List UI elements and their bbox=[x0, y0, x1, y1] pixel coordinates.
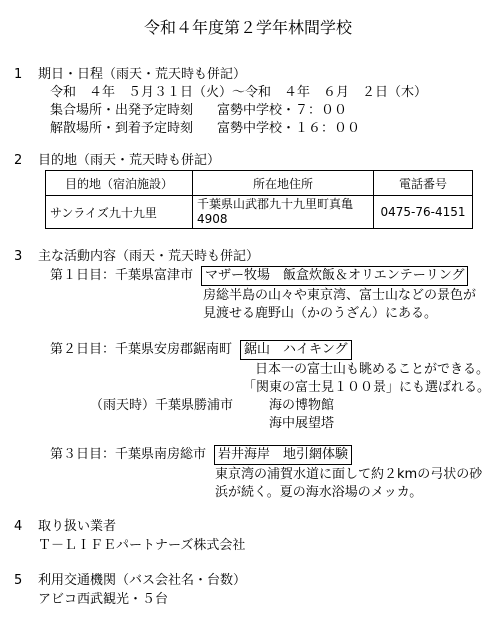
table-header: 目的地（宿泊施設） bbox=[46, 171, 193, 196]
address-line-1: 千葉県山武郡九十九里町真亀 bbox=[197, 197, 354, 211]
rain-item-2: 海中展望塔 bbox=[269, 416, 335, 431]
section-1-heading: 期日・日程（雨天・荒天時も併記） bbox=[38, 67, 247, 82]
table-row bbox=[46, 196, 473, 229]
schedule-dates: 令和 ４年 ５月３１日（火）～令和 ４年 ６月 ２日（木） bbox=[50, 85, 428, 100]
day1-description-2: 見渡せる鹿野山（かのうざん）にある。 bbox=[203, 306, 438, 321]
day1-label: 第１日目：千葉県富津市 bbox=[50, 268, 194, 283]
table-header: 電話番号 bbox=[374, 171, 473, 196]
section-3-heading: 主な活動内容（雨天・荒天時も併記） bbox=[38, 249, 260, 264]
section-4-heading: 取り扱い業者 bbox=[38, 519, 117, 534]
dismissal-value: 富勢中学校・１６：００ bbox=[217, 121, 361, 136]
section-2-heading: 目的地（雨天・荒天時も併記） bbox=[38, 153, 221, 168]
rain-label: （雨天時）千葉県勝浦市 bbox=[90, 398, 234, 413]
day3-activity-box: 岩井海岸 地引網体験 bbox=[214, 445, 352, 465]
vendor-name: Ｔ－ＬＩＦＥパートナーズ株式会社 bbox=[38, 538, 246, 553]
phone-cell: 0475-76-4151 bbox=[374, 196, 473, 229]
table-header-row bbox=[46, 171, 473, 196]
address-line-2: 4908 bbox=[197, 212, 228, 226]
rain-item-1: 海の博物館 bbox=[269, 398, 335, 413]
destination-table bbox=[45, 170, 473, 229]
day2-description-1: 日本一の富士山も眺めることができる。 bbox=[255, 362, 490, 377]
address-cell bbox=[193, 196, 374, 229]
gathering-value: 富勢中学校・７：００ bbox=[217, 103, 348, 118]
document-title: 令和４年度第２学年林間学校 bbox=[143, 18, 352, 37]
section-3-number: 3 bbox=[14, 249, 23, 264]
transport-value: アビコ西武観光・５台 bbox=[38, 592, 169, 607]
section-5-number: 5 bbox=[14, 573, 23, 588]
day3-description-2: 浜が続く。夏の海水浴場のメッカ。 bbox=[215, 485, 423, 500]
day2-activity-box: 鋸山 ハイキング bbox=[240, 340, 352, 360]
day1-description-1: 房総半島の山々や東京湾、富士山などの景色が bbox=[203, 288, 477, 303]
table-header: 所在地住所 bbox=[193, 171, 374, 196]
section-1-number: 1 bbox=[14, 67, 23, 82]
day3-description-1: 東京湾の浦賀水道に面して約２kmの弓状の砂 bbox=[215, 467, 483, 482]
day1-activity-box: マザー牧場 飯盒炊飯＆オリエンテーリング bbox=[201, 266, 468, 286]
dismissal-label: 解散場所・到着予定時刻 bbox=[50, 121, 194, 136]
day2-description-2: 「関東の富士見１００景」にも選ばれる。 bbox=[243, 380, 491, 395]
section-5-heading: 利用交通機関（バス会社名・台数） bbox=[38, 573, 247, 588]
gathering-label: 集合場所・出発予定時刻 bbox=[50, 103, 194, 118]
section-2-number: 2 bbox=[14, 153, 23, 168]
day2-label: 第２日目：千葉県安房郡鋸南町 bbox=[50, 342, 233, 357]
facility-cell: サンライズ九十九里 bbox=[46, 196, 193, 229]
section-4-number: 4 bbox=[14, 519, 23, 534]
day3-label: 第３日目：千葉県南房総市 bbox=[50, 447, 207, 462]
